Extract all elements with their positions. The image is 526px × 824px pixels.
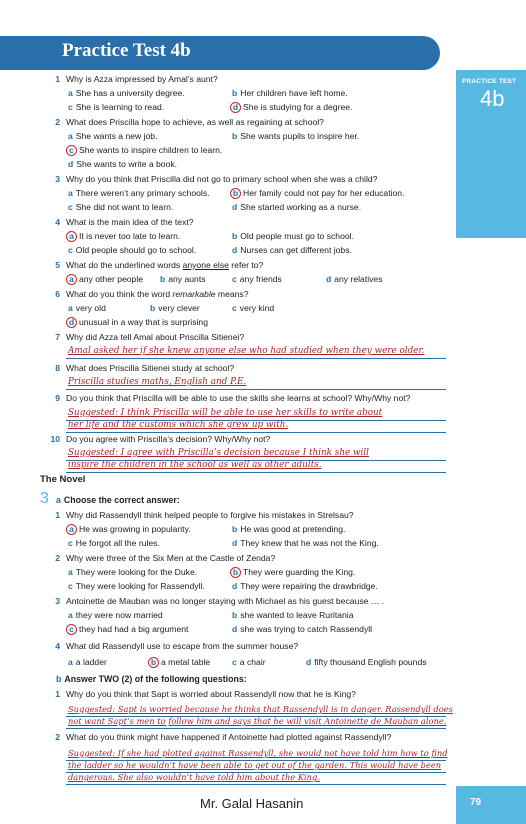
question-number: 4 xyxy=(55,641,60,651)
option-d: d fifty thousand English pounds xyxy=(306,657,427,667)
question-text: Do you think that Priscilla will be able to use the skills she learns at school? Why/Why not? xyxy=(66,393,411,403)
practice-test-number: 4b xyxy=(480,86,505,111)
handwritten-answer: Suggested: If she had plotted against Rassendyll, she would not have told him how to find xyxy=(68,748,448,758)
option-b: b she wanted to leave Ruritania xyxy=(232,610,354,620)
question-text: What do you think might have happened if Antoinette had plotted against Rassendyll? xyxy=(66,732,392,742)
title-banner xyxy=(0,36,440,70)
answer-line xyxy=(66,472,446,473)
question-number: 2 xyxy=(55,553,60,563)
handwritten-answer: not want Sapt’s men to follow him and says that he will visit Antoinette de Mauban alone. xyxy=(68,716,447,726)
question-text: Why were three of the Six Men at the Castle of Zenda? xyxy=(66,553,276,563)
option-c-selected: c She wants to inspire children to learn. xyxy=(66,145,222,156)
question-number: 3 xyxy=(55,596,60,606)
handwritten-answer: Suggested: Sapt is worried because he thinks that Rassendyll is in danger. Rassendyll does xyxy=(68,704,453,714)
question-number: 2 xyxy=(55,732,60,742)
option-c: c They were looking for Rassendyll. xyxy=(68,581,205,591)
option-c: c a chair xyxy=(232,657,266,667)
option-a: a they were now married xyxy=(68,610,163,620)
option-d-selected: d unusual in a way that is surprising xyxy=(66,317,208,328)
question-number: 2 xyxy=(55,117,60,127)
option-b: b any aunts xyxy=(160,274,206,284)
page-number: 79 xyxy=(470,797,482,808)
question-text: Why did Azza tell Amal about Priscilla Sitienei? xyxy=(66,332,245,342)
option-a-selected: a any other people xyxy=(66,274,143,285)
question-text: What do the underlined words anyone else refer to? xyxy=(66,260,264,270)
page-number-box xyxy=(456,786,526,824)
option-a: a They were looking for the Duke. xyxy=(68,567,198,577)
option-c: c very kind xyxy=(232,303,275,313)
answer-line xyxy=(66,728,446,729)
option-c: c He forgot all the rules. xyxy=(68,538,160,548)
question-text: What is the main idea of the text? xyxy=(66,217,194,227)
option-b-selected: b a metal table xyxy=(148,657,210,668)
section-heading: The Novel xyxy=(40,474,86,485)
option-d: d She started working as a nurse. xyxy=(232,202,362,212)
option-b: b He was good at pretending. xyxy=(232,524,346,534)
option-b-selected: b Her family could not pay for her education. xyxy=(230,188,404,199)
option-c-selected: c they had had a big argument xyxy=(66,624,188,635)
option-d: d any relatives xyxy=(326,274,383,284)
handwritten-answer: dangerous. She also wouldn’t have told him about the King. xyxy=(68,772,320,782)
question-number: 4 xyxy=(55,217,60,227)
practice-test-tab xyxy=(456,70,526,238)
question-text: Why do you think that Priscilla did not go to primary school when she was a child? xyxy=(66,174,378,184)
question-number: 1 xyxy=(55,74,60,84)
option-a: a She wants a new job. xyxy=(68,131,158,141)
question-text: Why is Azza impressed by Amal’s aunt? xyxy=(66,74,218,84)
option-d: d she was trying to catch Rassendyll xyxy=(232,624,373,634)
answer-line xyxy=(66,358,446,359)
question-text: What does Priscilla Sitienei study at school? xyxy=(66,363,235,373)
option-a: a There weren’t any primary schools. xyxy=(68,188,210,198)
question-number: 1 xyxy=(55,689,60,699)
question-text: What does Priscilla hope to achieve, as well as regaining at school? xyxy=(66,117,324,127)
question-number: 6 xyxy=(55,289,60,299)
option-a-selected: a It is never too late to learn. xyxy=(66,231,180,242)
part-a-heading: a Choose the correct answer: xyxy=(56,495,180,505)
question-text: Do you agree with Priscilla’s decision? Why/Why not? xyxy=(66,434,271,444)
exercise-number: 3 xyxy=(40,490,49,507)
question-text: Antoinette de Mauban was no longer staying with Michael as his guest because … . xyxy=(66,596,385,606)
page-title: Practice Test 4b xyxy=(62,40,191,61)
handwritten-answer: Suggested: I think Priscilla will be able to use her skills to write about xyxy=(68,408,383,418)
option-a: a very old xyxy=(68,303,106,313)
option-b: b She wants pupils to inspire her. xyxy=(232,131,360,141)
option-a: a a ladder xyxy=(68,657,107,667)
handwritten-answer: Priscilla studies maths, English and P.E. xyxy=(68,377,247,387)
question-text: Why did Rassendyll think helped people to forgive his mistakes in Strelsau? xyxy=(66,510,354,520)
question-number: 3 xyxy=(55,174,60,184)
option-c: c She is learning to read. xyxy=(68,102,165,112)
practice-test-label: PRACTICE TEST xyxy=(462,78,517,85)
part-b-heading: b Answer TWO (2) of the following questions: xyxy=(56,674,247,684)
question-number: 5 xyxy=(55,260,60,270)
handwritten-answer: Suggested: I agree with Priscilla’s decision because I think she will xyxy=(68,448,369,458)
answer-line xyxy=(66,389,446,390)
option-b: b Her children have left home. xyxy=(232,88,348,98)
author-name: Mr. Galal Hasanin xyxy=(200,796,304,811)
option-c: c any friends xyxy=(232,274,282,284)
option-d-selected: d She is studying for a degree. xyxy=(230,102,352,113)
option-c: c Old people should go to school. xyxy=(68,245,197,255)
question-number: 1 xyxy=(55,510,60,520)
option-b-selected: b They were guarding the King. xyxy=(230,567,355,578)
question-number: 9 xyxy=(55,393,60,403)
answer-line xyxy=(66,784,446,785)
option-b: b very clever xyxy=(150,303,200,313)
option-a: a She has a university degree. xyxy=(68,88,185,98)
question-text: What do you think the word remarkable means? xyxy=(66,289,249,299)
option-d: d They knew that he was not the King. xyxy=(232,538,379,548)
answer-line xyxy=(66,432,446,433)
option-d: d They were repairing the drawbridge. xyxy=(232,581,378,591)
handwritten-answer: the ladder so he wouldn’t have been able to get out of the garden. This would have been xyxy=(68,760,442,770)
option-b: b Old people must go to school. xyxy=(232,231,354,241)
question-number: 8 xyxy=(55,363,60,373)
question-number: 10 xyxy=(50,434,60,444)
question-text: What did Rassendyll use to escape from the summer house? xyxy=(66,641,299,651)
question-text: Why do you think that Sapt is worried about Rassendyll now that he is King? xyxy=(66,689,356,699)
option-d: d Nurses can get different jobs. xyxy=(232,245,352,255)
option-a-selected: a He was growing in popularity. xyxy=(66,524,191,535)
handwritten-answer: Amal asked her if she knew anyone else who had studied when they were older. xyxy=(68,346,425,356)
option-c: c She did not want to learn. xyxy=(68,202,174,212)
handwritten-answer: her life and the customs which she grew up with. xyxy=(68,420,289,430)
option-d: d She wants to write a book. xyxy=(68,159,178,169)
handwritten-answer: inspire the children in the school as well as other adults. xyxy=(68,460,322,470)
question-number: 7 xyxy=(55,332,60,342)
